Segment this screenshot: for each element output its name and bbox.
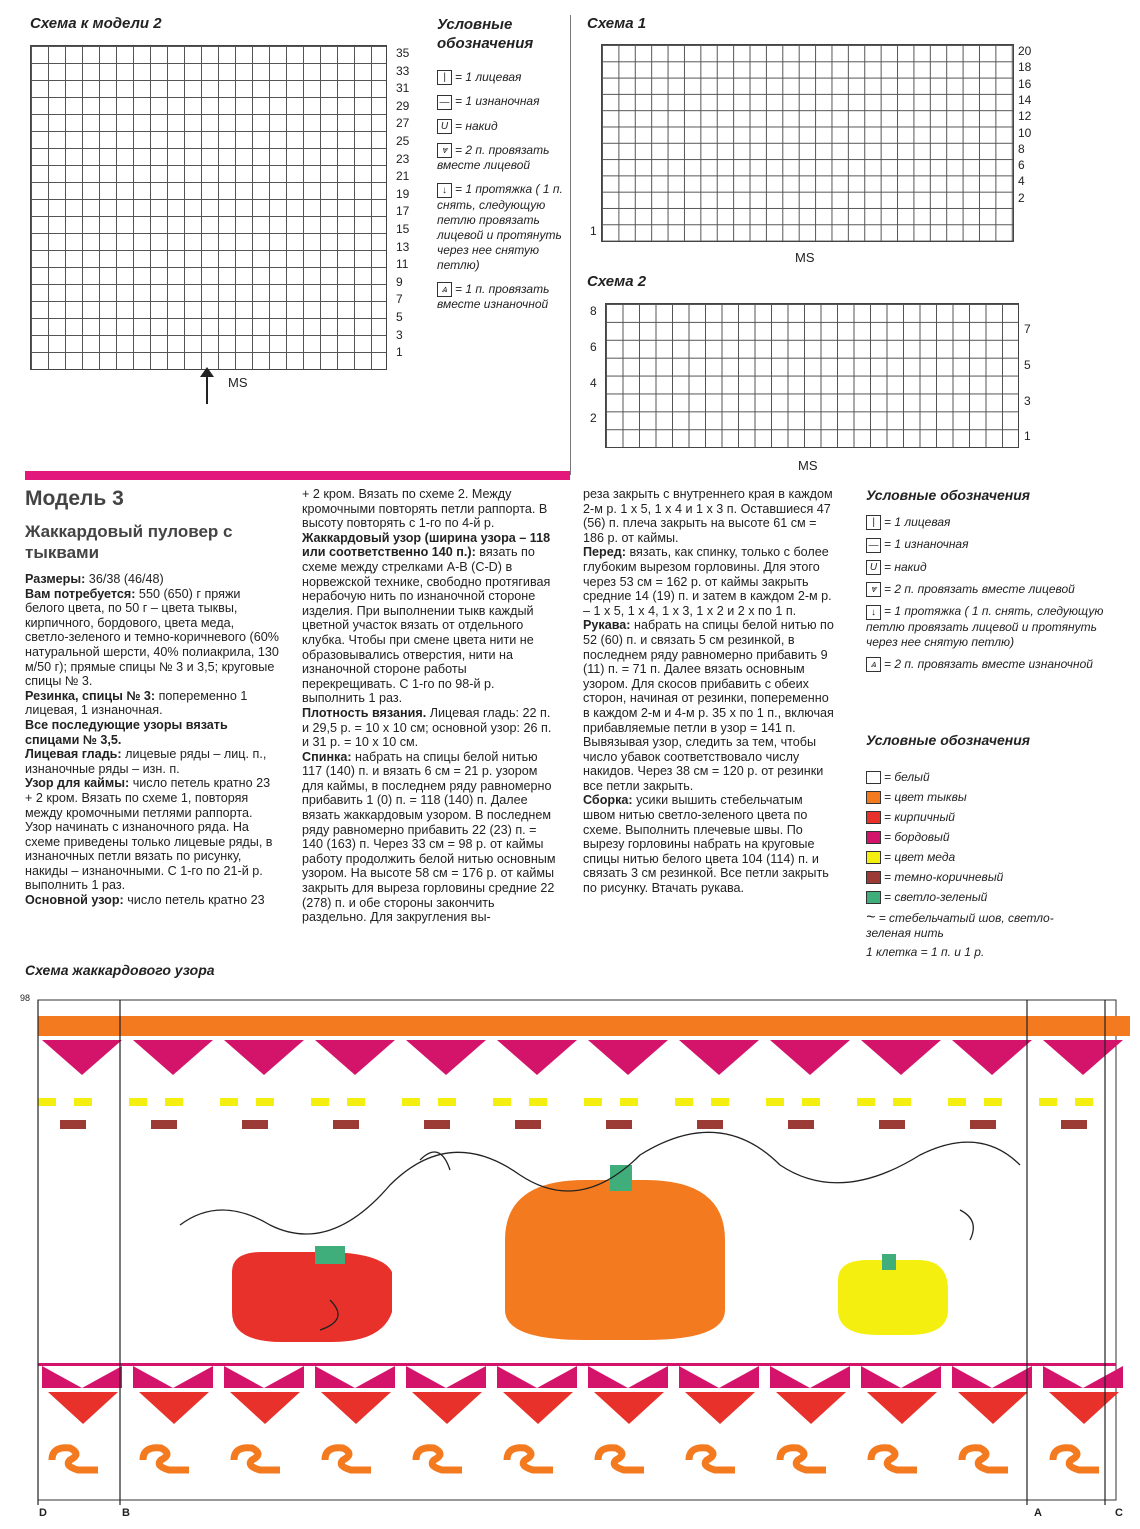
- band-mark: [620, 1098, 638, 1106]
- color-label: = цвет меда: [884, 850, 956, 864]
- band-mark: [402, 1016, 493, 1036]
- marker-d: D: [39, 1507, 47, 1519]
- scheme2-title: Схема 2: [587, 273, 647, 290]
- paragraph-body: набрать на спицы белой нитью 117 (140) п. и вязать 6 см = 21 р. узором для каймы, в последнем ряду равномерно прибавить 1 (0) п. = 118 (140) п. Далее вязать жаккардовым узором. В последнем ряду равномерно прибавить 22 (23) п. = 140 (163) п. Через 33 см = 98 р. от каймы работу продолжить белой нитью основным узором. На высоте 58 см = 176 р. от каймы закрыть для выреза горловины средние 22 (278) п. и обе стороны закончить раздельно. Для закругления вы-: [302, 749, 556, 925]
- paragraph-heading: Сборка:: [583, 793, 633, 808]
- row-number: 12: [1018, 109, 1032, 124]
- band-mark: [74, 1098, 92, 1106]
- band-mark: [493, 1016, 584, 1036]
- row-number: 19: [396, 186, 410, 201]
- row-number: 17: [396, 204, 410, 219]
- symbol-icon: —: [866, 538, 881, 553]
- legend-label: = 1 изнаночная: [455, 94, 540, 109]
- band-mark: [151, 1120, 177, 1129]
- paragraph-body: 36/38 (46/48): [85, 572, 164, 586]
- legend-label: = 1 протяжка ( 1 п. снять, следующую петлю провязать лицевой и протянуть через нее снятую петлю): [437, 182, 563, 272]
- paragraph-heading: Спинка:: [302, 749, 352, 764]
- band-mark: [438, 1098, 456, 1106]
- stitch-icon: ~: [866, 909, 876, 926]
- symbol-icon: ↓: [866, 605, 881, 620]
- row-number: 20: [1018, 44, 1032, 58]
- yellow-pumpkin: [838, 1260, 948, 1335]
- symbol-icon: ⩔: [437, 143, 452, 158]
- paragraph-heading: Узор для каймы:: [25, 776, 130, 791]
- marker-a: A: [1034, 1507, 1042, 1519]
- band-mark: [606, 1120, 632, 1129]
- legend-label: = накид: [455, 118, 498, 133]
- row-number: 5: [1024, 357, 1031, 372]
- legend-symbols-title: Условные обозначения: [866, 487, 1031, 503]
- band-mark: [766, 1098, 784, 1106]
- red-pumpkin: [232, 1252, 392, 1342]
- paragraph-heading: Перед:: [583, 545, 626, 560]
- color-label: = кирпичный: [884, 810, 955, 824]
- row-number: 16: [1018, 76, 1032, 91]
- paragraph-heading: Все последующие узоры вязать спицами № 3,5.: [25, 717, 228, 747]
- band-mark: [402, 1098, 420, 1106]
- stem: [610, 1165, 632, 1191]
- legend-cell: 1 клетка = 1 п. и 1 р.: [866, 945, 985, 959]
- symbol-icon: ⩓: [866, 657, 881, 672]
- band-mark: [584, 1098, 602, 1106]
- band-mark: [242, 1120, 268, 1129]
- band-mark: [1075, 1098, 1093, 1106]
- color-label: = светло-зеленый: [884, 890, 988, 904]
- legend-model2-title: Условные обозначения: [437, 16, 534, 52]
- paragraph-body: число петель кратно 23: [123, 893, 265, 908]
- row-number: 5: [396, 310, 403, 324]
- article-title: Жаккардовый пуловер с тыквами: [25, 522, 233, 562]
- color-label: = темно-коричневый: [884, 870, 1004, 884]
- band-mark: [311, 1016, 402, 1036]
- band-mark: [515, 1120, 541, 1129]
- band-mark: [788, 1120, 814, 1129]
- row-number: 35: [396, 46, 410, 60]
- band-mark: [60, 1120, 86, 1129]
- band-mark: [879, 1120, 905, 1129]
- legend-label: = 1 протяжка ( 1 п. снять, следующую петлю провязать лицевой и протянуть через нее снятую петлю): [866, 604, 1104, 649]
- band-mark: [766, 1016, 857, 1036]
- band-mark: [948, 1098, 966, 1106]
- paragraph-heading: Размеры:: [25, 572, 86, 586]
- band-mark: [857, 1098, 875, 1106]
- color-label: = цвет тыквы: [884, 790, 967, 804]
- row-number: 18: [1018, 60, 1032, 75]
- band-mark: [984, 1098, 1002, 1106]
- band-mark: [424, 1120, 450, 1129]
- symbol-icon: |: [866, 515, 881, 530]
- row-number: 2: [590, 411, 597, 426]
- paragraph-body: попеременно 1 лицевая, 1 изнаночная.: [25, 688, 248, 718]
- row-number: 25: [396, 134, 410, 148]
- row-number: 8: [590, 304, 597, 318]
- band-mark: [675, 1016, 766, 1036]
- band-mark: [857, 1016, 948, 1036]
- scheme-model2-ms: MS: [228, 375, 248, 390]
- legend-stitch-label: = стебельчатый шов, светло-зеленая нить: [866, 911, 1054, 940]
- scheme1-ms: MS: [795, 250, 815, 265]
- symbol-icon: U: [866, 560, 881, 575]
- legend-label: = 1 лицевая: [884, 515, 951, 529]
- symbol-icon: —: [437, 95, 452, 110]
- band-mark: [1061, 1120, 1087, 1129]
- orange-pumpkin: [505, 1180, 725, 1340]
- scheme-model2-title: Схема к модели 2: [30, 15, 162, 32]
- marker-b: B: [122, 1507, 130, 1519]
- scheme1-row-left: 1: [590, 224, 597, 238]
- paragraph-body: реза закрыть с внутреннего края в каждом 2-м р. 1 x 5, 1 x 4 и 1 x 3 п. Оставшиеся 47 (56) п. плеча закрыть на высоте 61 см = 186 р. от каймы.: [583, 487, 833, 545]
- legend-label: = 1 лицевая: [455, 70, 522, 84]
- paragraph-body: лицевые ряды – лиц. п., изнаночные ряды – изн. п.: [25, 747, 267, 776]
- paragraph-body: вязать, как спинку, только с более глубоким вырезом горловины. Для этого через 53 см = 162 р. от каймы закрыть средние 14 (19) п. и затем в каждом 2-м р. – 1 x 5, 1 x 4, 1 x 3, 1 x 2 и 2 x по 1 п.: [583, 545, 832, 618]
- band-mark: [711, 1098, 729, 1106]
- row-number: 2: [1018, 190, 1025, 205]
- legend-label: = 2 п. провязать вместе лицевой: [437, 142, 550, 173]
- model-heading: Модель 3: [25, 487, 124, 510]
- band-line: [38, 1363, 1116, 1366]
- band-mark: [129, 1098, 147, 1106]
- symbol-icon: |: [437, 70, 452, 85]
- row-number: 27: [396, 116, 410, 131]
- band-mark: [1039, 1016, 1130, 1036]
- band-mark: [38, 1016, 129, 1036]
- symbol-icon: ⩔: [866, 582, 881, 597]
- band-mark: [493, 1098, 511, 1106]
- band-mark: [697, 1120, 723, 1129]
- paragraph-body: вязать по схеме между стрелками A-B (C-D) в норвежской технике, свободно протягивая нерабочую нить по изнаночной стороне изделия. При выполнении тыкв каждый цветной участок вязать от отдельного клубка. Чтобы при смене цвета нити не образовывались отверстия, нити на изнаночной стороне работы перекрещивать. С 1-го по 98-й р. выполнить 1 раз.: [302, 545, 551, 706]
- paragraph-body: Лицевая гладь: 22 п. и 29,5 р. = 10 x 10 см; основной узор: 26 п. и 31 р. = 10 x 10 см.: [302, 705, 552, 750]
- color-label: = бордовый: [884, 830, 950, 844]
- paragraph-heading: Резинка, спицы № 3:: [25, 688, 156, 703]
- band-mark: [675, 1098, 693, 1106]
- row-number: 1: [396, 345, 403, 360]
- band-mark: [529, 1098, 547, 1106]
- paragraph-body: усики вышить стебельчатым швом нитью светло-зеленого цвета по схеме. Выполнить плечевые швы. По вырезу горловины набрать на круговые спицы нитью белого цвета 104 (114) п. и связать 3 см резинкой. Все петли закрыть по рисунку. Втачать рукава.: [583, 793, 829, 896]
- band-mark: [256, 1098, 274, 1106]
- row-number: 4: [1018, 174, 1025, 189]
- stem: [315, 1246, 345, 1264]
- scheme2-ms: MS: [798, 458, 818, 473]
- row-number: 29: [396, 98, 410, 113]
- row-number: 7: [1024, 322, 1031, 336]
- row-number: 31: [396, 81, 410, 96]
- legend-label: = 2 п. провязать вместе лицевой: [884, 581, 1075, 596]
- row-number: 15: [396, 222, 410, 236]
- band-mark: [220, 1098, 238, 1106]
- paragraph-heading: Лицевая гладь:: [25, 747, 122, 762]
- symbol-icon: ⩓: [437, 282, 452, 297]
- row-number: 11: [396, 257, 409, 272]
- band-mark: [802, 1098, 820, 1106]
- row-number: 13: [396, 239, 410, 254]
- band-mark: [347, 1098, 365, 1106]
- band-mark: [38, 1098, 56, 1106]
- band-mark: [970, 1120, 996, 1129]
- band-mark: [1039, 1098, 1057, 1106]
- band-mark: [584, 1016, 675, 1036]
- row-number: 9: [396, 274, 403, 289]
- paragraph-body: набрать на спицы белой нитью по 52 (60) п. и связать 5 см резинкой, в последнем ряду равномерно прибавить 9 (11) п. = 71 п. Далее вязать основным узором. Для скосов прибавить с обеих сторон, начиная от резинки, попеременно в каждом 2-м и 4-м р. 35 x по 1 п., включая прибавляемые петли в узор = 141 п. Вывязывая узор, следить за тем, чтобы число убавок соответствовало числу накидов. Через 38 см = 120 р. от резинки все петли закрыть.: [583, 618, 834, 793]
- legend-label: = 1 изнаночная: [884, 537, 969, 552]
- jacquard-title: Схема жаккардового узора: [25, 962, 215, 978]
- band-mark: [311, 1098, 329, 1106]
- legend-label: = 2 п. провязать вместе изнаночной: [884, 656, 1093, 671]
- band-mark: [165, 1098, 183, 1106]
- stem: [882, 1254, 896, 1270]
- paragraph-body: 550 (650) г пряжи белого цвета, по 50 г – цвета тыквы, кирпичного, бордового, цвета меда, светло-зеленого и темно-коричневого (60% натуральной шерсти, 40% полиакрила, 130 м/50 г); прямые спицы № 3 и 3,5; круговые спицы № 3.: [25, 586, 279, 689]
- paragraph-heading: Плотность вязания.: [302, 705, 427, 720]
- row-number: 10: [1018, 125, 1032, 140]
- symbol-icon: U: [437, 119, 452, 134]
- row-number: 6: [590, 339, 597, 354]
- row-number: 8: [1018, 141, 1025, 156]
- paragraph-heading: Жаккардовый узор (ширина узора – 118 или соответственно 140 п.):: [302, 530, 551, 560]
- row-number: 14: [1018, 92, 1032, 107]
- marker-c: C: [1115, 1507, 1123, 1519]
- legend-label: = 1 п. провязать вместе изнаночной: [437, 281, 550, 311]
- row-number: 7: [396, 292, 403, 307]
- band-mark: [893, 1098, 911, 1106]
- paragraph-body: число петель кратно 23 + 2 кром. Вязать по схеме 1, повторяя между кромочными петлями раппорта. Узор начинать с изнаночного ряда. На схеме приведены только лицевые ряды, в изнаночных петли вязать по рисунку, накиды – изнаночными. С 1-го по 21-й р. выполнить 1 раз.: [25, 776, 273, 893]
- band-mark: [333, 1120, 359, 1129]
- legend-label: = накид: [884, 559, 927, 574]
- row-number: 3: [396, 327, 403, 342]
- scheme1-title: Схема 1: [587, 15, 647, 32]
- symbol-icon: ↓: [437, 183, 452, 198]
- band-mark: [220, 1016, 311, 1036]
- row-number: 33: [396, 63, 410, 78]
- row-number: 3: [1024, 393, 1031, 408]
- paragraph-body: + 2 кром. Вязать по схеме 2. Между кромочными повторять петли раппорта. В высоту повторять с 1-го по 4-й р.: [302, 487, 548, 531]
- color-label: = белый: [884, 770, 930, 784]
- legend-colors-title: Условные обозначения: [866, 732, 1031, 748]
- row-number: 21: [396, 169, 410, 184]
- paragraph-heading: Вам потребуется:: [25, 586, 136, 601]
- row-number: 23: [396, 151, 410, 166]
- paragraph-heading: Основной узор:: [25, 893, 124, 908]
- paragraph-heading: Рукава:: [583, 618, 631, 633]
- row-number: 6: [1018, 158, 1025, 173]
- row-number: 4: [590, 375, 597, 390]
- band-mark: [129, 1016, 220, 1036]
- row-number: 1: [1024, 429, 1031, 444]
- band-mark: [948, 1016, 1039, 1036]
- jacquard-row-top: 98: [20, 993, 31, 1003]
